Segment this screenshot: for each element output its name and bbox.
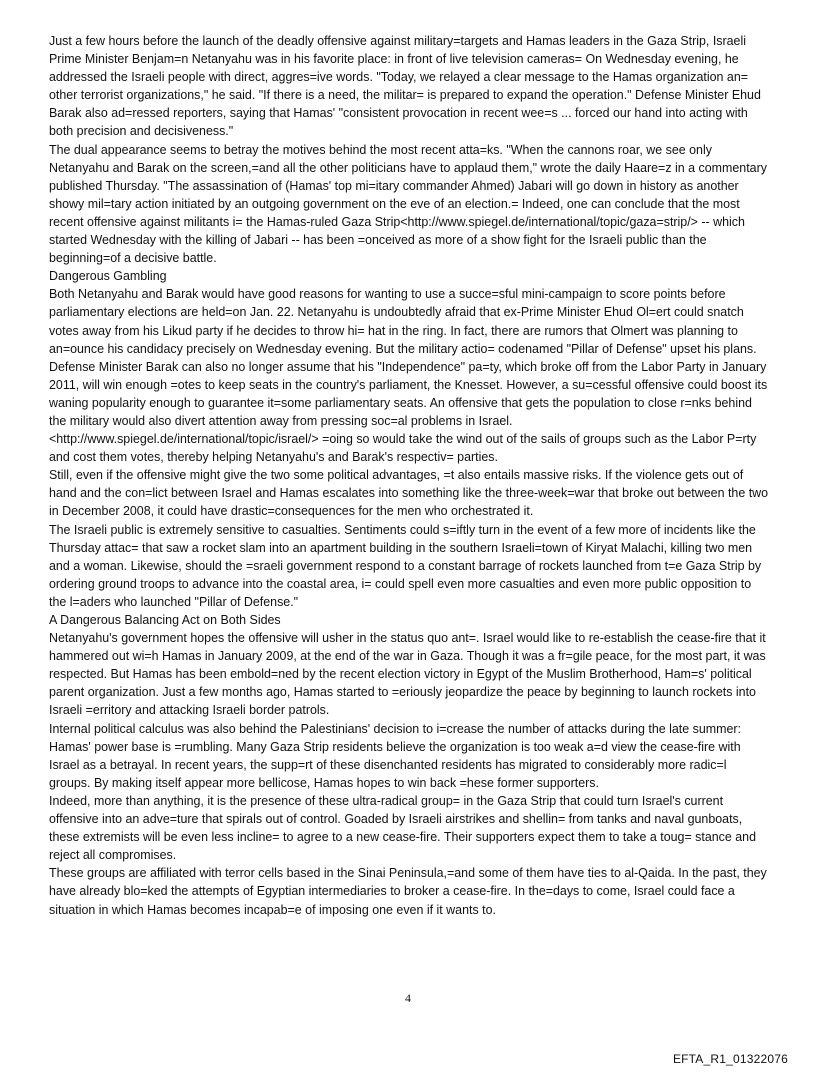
paragraph: Still, even if the offensive might give the two some political advantages, =t also entails massive risks. If the violence gets out of hand and the con=lict between Israel and Hamas escalates into something like the three-week=war that broke out between the two in December 2008, it could have drastic=consequences for the men who orchestrated it. (49, 468, 769, 519)
article-body (49, 32, 771, 919)
paragraph: Netanyahu's government hopes the offensive will usher in the status quo ant=. Israel would like to re-establish the cease-fire that it hammered out wi=h Hamas in January 2009, at the end of the war in Gaza. Though it was a fr=gile peace, for the most part, it was respected. But Hamas has been embold=ned by the recent election victory in Egypt of the Muslim Brotherhood, Ham=s' political parent organization. Just a few months ago, Hamas started to =eriously jeopardize the peace by beginning to launch rockets into Israeli =erritory and attacking Israeli border patrols. (49, 631, 766, 718)
document-id: EFTA_R1_01322076 (672, 1052, 788, 1066)
paragraph: Indeed, more than anything, it is the presence of these ultra-radical group= in the Gaza Strip that could turn Israel's current offensive into an adve=ture that spirals out of control. Goaded by Israeli airstrikes and shellin= from tanks and naval gunboats, these extremists will be even less incline= to agree to a new cease-fire. Their supporters expect them to take a toug= stance and reject all compromises. (49, 793, 757, 863)
paragraph: Both Netanyahu and Barak would have good reasons for wanting to use a succe=sful mini-campaign to score points before parliamentary elections are held=on Jan. 22. Netanyahu is undoubtedly afraid that ex-Prime Minister Ehud Ol=ert could snatch votes away from his Likud party if he decides to throw hi= hat in the ring. In fact, there are rumors that Olmert was planning to an=ounce his candidacy precisely on Wednesday evening. But the military actio= codenamed "Pillar of Defense" upset his plans. (49, 287, 757, 356)
section-heading: A Dangerous Balancing Act on Both Sides (49, 613, 281, 627)
paragraph: These groups are affiliated with terror cells based in the Sinai Peninsula,=and some of them have ties to al-Qaida. In the past, they have already blo=ked the attempts of Egyptian intermediaries to broker a cease-fire. In the=days to come, Israel could face a situation in which Hamas becomes incapab=e of imposing one even if it wants to. (49, 866, 767, 917)
paragraph: The Israeli public is extremely sensitive to casualties. Sentiments could s=iftly turn in the event of a few more of incidents like the Thursday attac= that saw a rocket slam into an apartment building in the southern Israeli=town of Kiryat Malachi, killing two men and a woman. Likewise, should the =sraeli government respond to a constant barrage of rockets launched from t=e Gaza Strip by ordering ground troops to advance into the coastal area, i= could spell even more casualties and even more public opposition to the l=aders who launched "Pillar of Defense." (49, 522, 762, 609)
page-number: 4 (405, 991, 411, 1005)
paragraph: The dual appearance seems to betray the motives behind the most recent atta=ks. "When the cannons roar, we see only Netanyahu and Barak on the screen,=and all the other politicians have to applaud them," wrote the daily Haare=z in a commentary published Thursday. "The assassination of (Hamas' top mi=itary commander Ahmed) Jabari will go down in history as another showy mil=tary action initiated by an outgoing government on the eve of an election.= Indeed, one can conclude that the most recent offensive against militants i= the Hamas-ruled Gaza Strip<http://www.spiegel.de/international/topic/gaza=strip/> -- which started Wednesday with the killing of Jabari -- has been =onceived as more of a show fight for the Israeli public than the beginning=of a decisive battle. (49, 142, 767, 266)
paragraph: Defense Minister Barak can also no longer assume that his "Independence" pa=ty, which broke off from the Labor Party in January 2011, will win enough =otes to keep seats in the country's parliament, the Knesset. However, a su=cessful offensive could boost its waning popularity enough to guarantee it=some parliamentary seats. An offensive that gets the population to close r=nks behind the military would also divert attention away from pressing soc=al problems in Israel.<http://www.spiegel.de/international/topic/israel/> =oing so would take the wind out of the sails of groups such as the Labor P=rty and cost them votes, thereby helping Netanyahu's and Barak's respectiv= parties. (49, 359, 768, 465)
section-heading: Dangerous Gambling (49, 269, 167, 284)
paragraph: Internal political calculus was also behind the Palestinians' decision to i=crease the number of attacks during the late summer: Hamas' power base is =rumbling. Many Gaza Strip residents believe the organization is too weak a=d view the cease-fire with Israel as a betrayal. In recent years, the supp=rt of these disenchanted residents has migrated to considerably more radic=l groups. By making itself appear more bellicose, Hamas hopes to win back =hese former supporters. (49, 721, 741, 790)
paragraph: Just a few hours before the launch of the deadly offensive against military=targets and Hamas leaders in the Gaza Strip, Israeli Prime Minister Benjam=n Netanyahu was in his favorite place: in front of live television cameras= On Wednesday evening, he addressed the Israeli people with direct, aggres=ive words. "Today, we relayed a clear message to the Hamas organization an= other terrorist organizations," he said. "If there is a need, the militar= is prepared to expand the operation." Defense Minister Ehud Barak also ad=ressed reporters, saying that Hamas' "consistent provocation in recent wee=s ... forced our hand into acting with both precision and decisiveness." (49, 34, 761, 139)
